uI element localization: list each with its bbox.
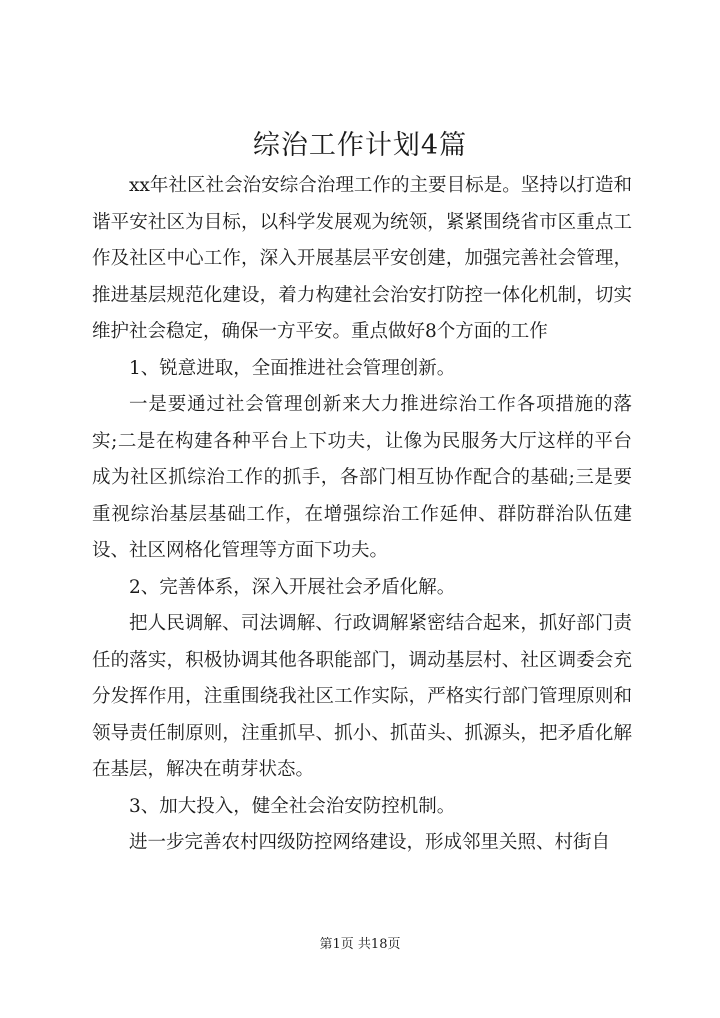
document-title: 综治工作计划4篇: [252, 130, 468, 161]
paragraph-intro: xx年社区社会治安综合治理工作的主要目标是。坚持以打造和谐平安社区为目标，以科学发展观为统领，紧紧围绕省市区重点工作及社区中心工作，深入开展基层平安创建，加强完善社会管理，推进基层规范化建设，着力构建社会治安打防控一体化机制，切实维护社会稳定，确保一方平安。重点做好8个方面的工作: [92, 175, 632, 342]
document-body: [92, 168, 632, 862]
paragraph-section-1: 一是要通过社会管理创新来大力推进综治工作各项措施的落实;二是在构建各种平台上下功夫，让像为民服务大厅这样的平台成为社区抓综治工作的抓手，各部门相互协作配合的基础;三是要重视综治基层基础工作，在增强综治工作延伸、群防群治队伍建设、社区网格化管理等方面下功夫。: [92, 394, 632, 561]
heading-section-3: 3、加大投入，健全社会治安防控机制。: [129, 795, 456, 817]
heading-section-2: 2、完善体系，深入开展社会矛盾化解。: [129, 576, 456, 598]
page-footer: 第1页 共18页: [319, 937, 401, 952]
paragraph-section-2: 把人民调解、司法调解、行政调解紧密结合起来，抓好部门责任的落实，积极协调其他各职能部门，调动基层村、社区调委会充分发挥作用，注重围绕我社区工作实际，严格实行部门管理原则和领导责任制原则，注重抓早、抓小、抓苗头、抓源头，把矛盾化解在基层，解决在萌芽状态。: [92, 613, 632, 780]
paragraph-section-3: 进一步完善农村四级防控网络建设，形成邻里关照、村街自: [129, 832, 611, 853]
heading-section-1: 1、锐意进取，全面推进社会管理创新。: [129, 357, 456, 379]
